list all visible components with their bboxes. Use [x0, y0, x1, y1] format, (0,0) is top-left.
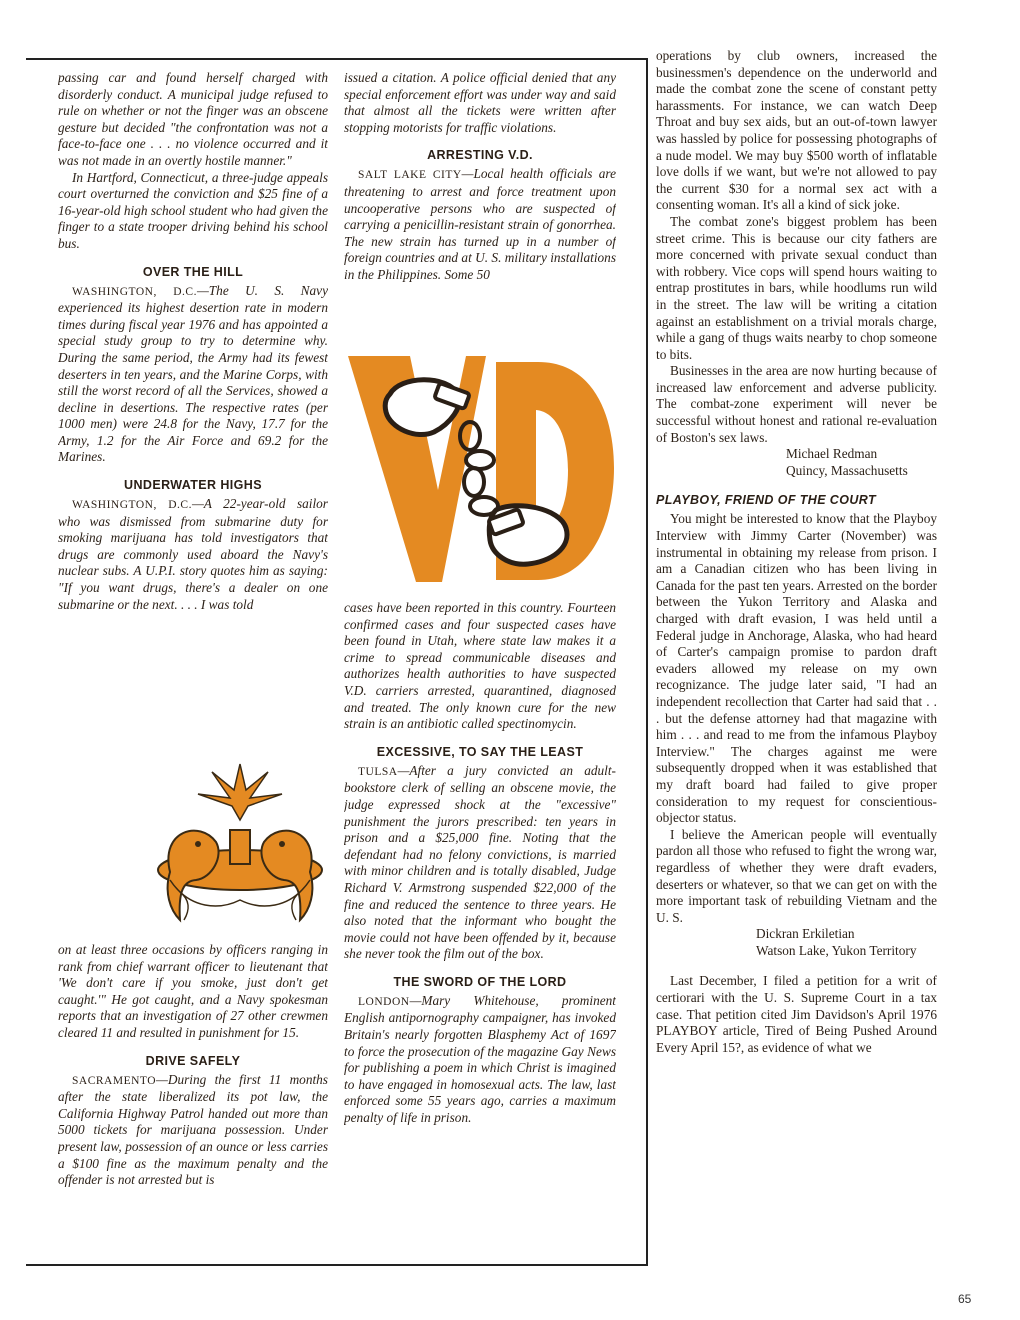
paragraph-text: —The U. S. Navy experienced its highest desertion rate in modern times during fiscal year 1976 and has appointed a special study group to try to determine why. During the same period, the Army had its fewest deserters in ten years, and the Marine Corps, with still the worst record of all the Services, showed a decline in desertions. The respective rates (per 1000 men) were 24.8 for the Navy, 17.7 for the Army, 1.2 for the Air Force and 69.2 for the Marines.	[58, 282, 328, 465]
signature-name: Michael Redman	[786, 446, 878, 462]
section-heading: DRIVE SAFELY	[145, 1053, 241, 1068]
paragraph: issued a citation. A police official denied that any special enforcement effort was under way and said that almost all the tickets were written after stopping motorists for traffic violations.	[344, 70, 616, 135]
dateline: SACRAMENTO	[72, 1074, 157, 1087]
paragraph: I believe the American people will eventually pardon all those who refused to fight the wrong war, regardless of whether they were draft evaders, deserters or whatever, so that we can get on with the more important task of rebuilding Vietnam and the U. S.	[656, 826, 937, 925]
signature-name: Dickran Erkiletian	[756, 926, 855, 942]
paragraph: on at least three occasions by officers ranging in rank from chief warrant officer to lieutenant that 'We don't care if you smoke, just don't get caught.'" He got caught, and a Navy spokesman reports that an investigation of 27 other crewmen cleared 11 and resulted in punishment for 15.	[58, 942, 328, 1040]
column-2-bottom	[344, 600, 616, 1260]
paragraph-text: —After a jury convicted an adult-bookstore clerk of selling an obscene movie, the judge expressed shock at the "excessive" punishment the jurors prescribed: ten years in prison and a $25,000 fine. Noting that the defendant had no felony convictions, is married with minor children and is totally disabled, Judge Richard V. Armstrong suspended $22,000 of the fine and reduced the sentence to three years. He also noted that the informant who bought the movie could not have been offended by it, because she never took the film out of the box.	[344, 762, 616, 962]
page-number: 65	[958, 1292, 972, 1306]
signature-location: Watson Lake, Yukon Territory	[756, 942, 917, 958]
paragraph: The combat zone's biggest problem has been street crime. This is because our city fathers are more concerned with private sexual conduct than with robbery. Vice cops will spend hours waiting to entrap prostitutes in bars, while hoodlums run wild in the street. The law will be writing a citation against an establishment on a trivial morals charge, while a gang of thugs waits nearby to chop someone to bits.	[656, 213, 937, 362]
box-bottom-rule	[26, 1264, 648, 1266]
paragraph: In Hartford, Connecticut, a three-judge appeals court overturned the conviction and $25 fine of a 16-year-old high school student who had given the finger to a state trooper driving behind his school bus.	[58, 169, 328, 251]
dateline: LONDON	[358, 995, 410, 1008]
section-heading: UNDERWATER HIGHS	[124, 478, 262, 493]
paragraph: cases have been reported in this country. Fourteen confirmed cases and four suspected cases have been found in Utah, where state law makes it a crime to spread communicable diseases and authorizes health authorities to have suspected V.D. carriers arrested, quarantined, diagnosed and treated. The only known cure for the new strain is an antibiotic called spectinomycin.	[344, 600, 616, 732]
box-top-rule	[26, 58, 648, 60]
section-heading: EXCESSIVE, TO SAY THE LEAST	[376, 744, 584, 759]
dateline: TULSA	[358, 765, 398, 778]
paragraph: Last December, I filed a petition for a writ of certiorari with the U. S. Supreme Court in a tax case. That petition cited Jim Davidson's April 1976 PLAYBOY article, Tired of Being Pushed Around Every April 15?, as evidence of what we	[656, 973, 937, 1055]
vd-handcuffs-illustration	[346, 350, 616, 590]
paragraph-text: —Mary Whitehouse, prominent English antipornography campaigner, has invoked Britain's nearly forgotten Blasphemy Act of 1697 to force the prosecution of the magazine Gay News for publishing a poem in which Christ is imagined to have engaged in homosexual acts. The law, last enforced some 55 years ago, carries a maximum penalty of life in prison.	[344, 992, 616, 1126]
paragraph: passing car and found herself charged with disorderly conduct. A municipal judge refused to rule on whether or not the finger was an obscene gesture but decided "the confrontation was not a face-to-face one . . . no violence occurred and it was not made in an overtly hostile manner."	[58, 70, 328, 168]
letter-heading: PLAYBOY, FRIEND OF THE COURT	[656, 493, 877, 508]
dateline: SALT LAKE CITY	[358, 169, 462, 182]
paragraph: Businesses in the area are now hurting because of increased law enforcement and adverse publicity. The combat-zone experiment will never be successful without honest and rational re-evaluation of Boston's sex laws.	[656, 363, 937, 445]
signature-location: Quincy, Massachusetts	[786, 462, 908, 478]
section-heading: OVER THE HILL	[142, 264, 244, 279]
paragraph: operations by club owners, increased the businessmen's dependence on the underworld and made the combat zone the scene of constant petty harassments. For instance, we can watch Deep Throat and buy sex aids, but an out-of-town lawyer was hassled by police for possessing photographs of a nude model. We may buy $500 worth of inflatable love dolls if we want, but we're not allowed to pay the current $30 for a normal sex act with a consenting woman. It's all a kind of sick joke.	[656, 48, 937, 213]
section-heading: THE SWORD OF THE LORD	[393, 974, 567, 989]
paragraph-text: —A 22-year-old sailor who was dismissed from submarine duty for smoking marijuana has told investigators that drugs are commonly used aboard the Navy's nuclear subs. A U.P.I. story quotes him as saying: "If you want drugs, there's a dealer on one submarine or the next. . . . I was told	[58, 496, 328, 612]
column-2-top	[344, 70, 616, 345]
dateline: WASHINGTON, D.C.	[72, 499, 192, 512]
column-1-bottom	[58, 942, 328, 1260]
paragraph: You might be interested to know that the Playboy Interview with Jimmy Carter (November) was instrumental in obtaining my release from prison. I am a Canadian citizen who has been living in Canada for the past ten years. Arrested on the border between the Yukon Territory and Alaska and charged with draft evasion, I was held until a Federal judge in Anchorage, Alaska, who had heard of Carter's campaign promise to pardon draft evaders allowed my release on my own recognizance. The judge later said, "I had an independent recollection that Carter had said that . . . but the defense attorney had that magazine with him . . . and read to me from the infamous Playboy Interview." The charges against me were subsequently dropped when it was established that my draft board had failed to give proper consideration to my request for conscientious-objector status.	[656, 511, 937, 826]
dateline: WASHINGTON, D.C.	[72, 285, 197, 298]
box-right-rule	[646, 58, 648, 1266]
column-3-letters	[656, 48, 937, 1288]
section-heading: ARRESTING V.D.	[427, 148, 533, 163]
paragraph-text: —Local health officials are threatening to arrest and force treatment upon uncooperative persons who are suspected of carrying a penicillin-resistant strain of gonorrhea. The new strain has turned up in a number of foreign countries and at U. S. military installations in the Philippines. Some 50	[344, 166, 616, 282]
submarine-dolphins-illustration	[150, 760, 330, 935]
column-1-top	[58, 70, 328, 760]
paragraph-text: —During the first 11 months after the state liberalized its pot law, the California Highway Patrol handed out more than 5000 tickets for marijuana possession. Under present law, possession of an ounce or less carries a $100 fine as the maximum penalty and the offender is not arrested but is	[58, 1071, 328, 1188]
